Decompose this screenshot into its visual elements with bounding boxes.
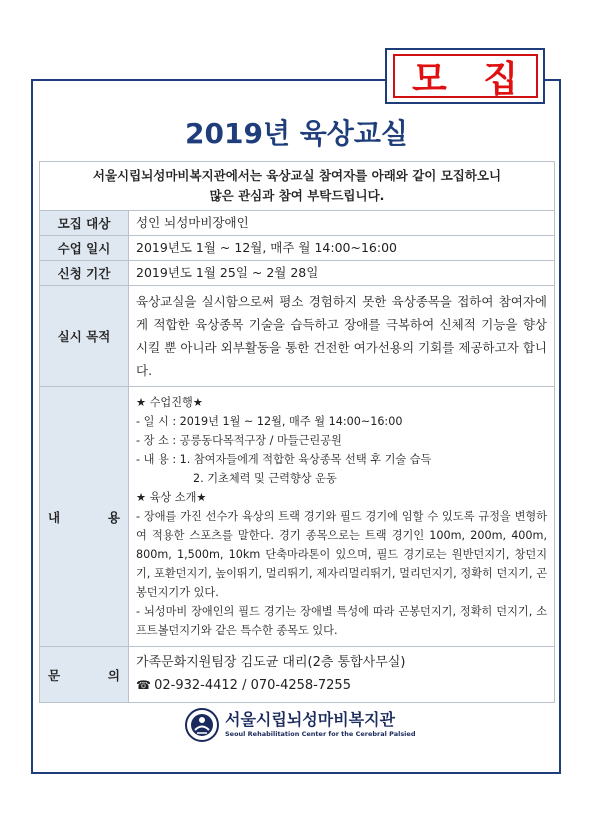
page-title: 2019년 육상교실 bbox=[185, 117, 408, 150]
schedule-value: 2019년도 1월 ~ 12월, 매주 월 14:00~16:00 bbox=[129, 236, 555, 261]
apply-row bbox=[40, 261, 555, 286]
intro-line-2: 많은 관심과 참여 부탁드립니다. bbox=[209, 188, 385, 203]
recruit-badge-text: 모 집 bbox=[393, 54, 538, 98]
inquiry-phone-numbers: 02-932-4412 / 070-4258-7255 bbox=[150, 678, 351, 693]
apply-label: 신청 기간 bbox=[40, 261, 129, 286]
apply-value: 2019년도 1월 25일 ~ 2월 28일 bbox=[129, 261, 555, 286]
intro-row bbox=[40, 162, 555, 211]
section-class-title: ★ 수업진행★ bbox=[136, 396, 203, 409]
inquiry-phone-line bbox=[136, 674, 547, 697]
schedule-row bbox=[40, 236, 555, 261]
info-table bbox=[39, 161, 555, 703]
content-value bbox=[129, 387, 555, 647]
footer-name-korean: 서울시립뇌성마비복지관 bbox=[225, 710, 396, 729]
schedule-label: 수업 일시 bbox=[40, 236, 129, 261]
inquiry-value bbox=[129, 647, 555, 703]
phone-icon: ☎ bbox=[136, 678, 151, 692]
intro-line-1: 서울시립뇌성마비복지관에서는 육상교실 참여자를 아래와 같이 모집하오니 bbox=[92, 168, 502, 183]
target-row bbox=[40, 211, 555, 236]
content-label: 내 용 bbox=[40, 387, 129, 647]
class-content-line-1: - 내 용 : 1. 참여자들에게 적합한 육상종목 선택 후 기술 습득 bbox=[136, 453, 432, 466]
intro-text bbox=[40, 162, 555, 211]
class-place-line: - 장 소 : 공릉동다목적구장 / 마들근린공원 bbox=[136, 434, 342, 447]
section-intro-title: ★ 육상 소개★ bbox=[136, 491, 207, 504]
class-content-line-2: 2. 기초체력 및 근력향상 운동 bbox=[193, 472, 337, 485]
content-row bbox=[40, 387, 555, 647]
footer-name-english: Seoul Rehabilitation Center for the Cerebral Palsied bbox=[225, 730, 416, 738]
class-date-line: - 일 시 : 2019년 1월 ~ 12월, 매주 월 14:00~16:00 bbox=[136, 415, 403, 428]
footer-text bbox=[225, 711, 415, 739]
target-label: 모집 대상 bbox=[40, 211, 129, 236]
footer-logo-block bbox=[185, 705, 425, 745]
purpose-value: 육상교실을 실시함으로써 평소 경험하지 못한 육상종목을 접하여 참여자에게 적합한 육상종목 기술을 습득하고 장애를 극복하여 신체적 기능을 향상 시킬 뿐 아니라 외부활동을 통한 건전한 여가선용의 기회를 제공하고자 합니다. bbox=[129, 286, 555, 387]
center-emblem-icon bbox=[185, 708, 219, 742]
purpose-row bbox=[40, 286, 555, 387]
target-value: 성인 뇌성마비장애인 bbox=[129, 211, 555, 236]
recruit-badge bbox=[385, 48, 545, 104]
athletics-intro-paragraph-1: - 장애를 가진 선수가 육상의 트랙 경기와 필드 경기에 임할 수 있도록 규정을 변형하여 적용한 스포츠를 말한다. 경기 종목으로는 트랙 경기인 100m, 200m, 400m, 800m, 1,500m, 10km 단축마라톤이 있으며, 필드 경기로는 원반던지기, 창던지기, 포환던지기, 높이뛰기, 멀리뛰기, 제자리멀리뛰기, 멀리던지기, 정확히 던지기, 곤봉던지기가 있다. bbox=[136, 510, 547, 599]
inquiry-contact-person: 가족문화지원팀장 김도균 대리(2층 통합사무실) bbox=[136, 655, 406, 670]
athletics-intro-paragraph-2: - 뇌성마비 장애인의 필드 경기는 장애별 특성에 따라 곤봉던지기, 정확히 던지기, 소프트볼던지기와 같은 특수한 종목도 있다. bbox=[136, 605, 547, 637]
inquiry-row bbox=[40, 647, 555, 703]
purpose-label: 실시 목적 bbox=[40, 286, 129, 387]
inquiry-label: 문 의 bbox=[40, 647, 129, 703]
